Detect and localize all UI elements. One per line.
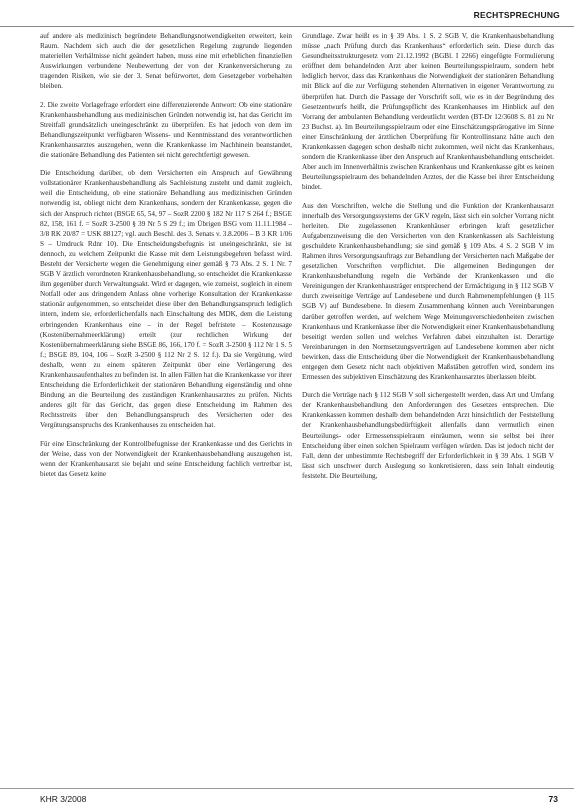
paragraph: Durch die Verträge nach § 112 SGB V soll sichergestellt werden, dass Art und Umfang der Krankenhausbehandlung den Anforderungen des Gesetzes entsprechen. Die Krankenkassen kommen deshalb dem behandelnden Arzt hinsichtlich der Feststellung der Krankenhausbehandlungsbedürftigkeit allenfalls dann vermutlich einen Beurteilungs- oder Ermessensspielraum einräumen, wenn sie selbst bei ihrer Entscheidung über einen solchen Spielraum verfügen würden. Das ist jedoch nicht der Fall, denn der unbestimmte Rechtsbegriff der Erforderlichkeit in § 39 Abs. 1 SGB V lässt sich unschwer durch Auslegung so konkretisieren, dass sein Inhalt eindeutig feststeht. Die Beurteilung, (302, 391, 554, 480)
left-column (40, 31, 292, 779)
section-label: RECHTSPRECHUNG (473, 10, 560, 20)
page-header (0, 0, 574, 28)
paragraph: Grundlage. Zwar heißt es in § 39 Abs. 1 S. 2 SGB V, die Krankenhausbehandlung müsse „nach Prüfung durch das Krankenhaus“ erforderlich sein. Diese durch das Gesundheitsstrukturgesetz vom 21.12.1992 (BGBl. I 2266) eingefügte Formulierung eröffnet dem behandelnden Arzt aber keinen Beurteilungsspielraum, sondern hebt lediglich hervor, dass das Krankenhaus die Notwendigkeit der stationären Behandlung mit Blick auf die zur Verfügung stehenden Alternativen in eigener Verantwortung zu überprüfen hat. Durch die Passage der Vorschrift soll, wie es in der Begründung des Gesetzentwurfs heißt, die Prüfungspflicht des Krankenhauses im Hinblick auf den Vorrang der ambulanten Behandlung verdeutlicht werden (BT-Dr 12/3608 S. 81 zu Nr 23 Buchst. a). Im Beurteilungsspielraum oder eine Einschätzungsprärogative im Sinne einer Einschränkung der ärztlichen Überprüfung für Kontrollinstanz hätte auch den Krankenkassen dagegen schon deshalb nicht zukommen, weil nicht das Krankenhaus, sondern die Krankenkasse über den Anspruch auf Krankenhausbehandlung entscheidet. Aber auch im Innenverhältnis zwischen Krankenhaus und Krankenkasse gibt es keinen Beurteilungsspielraum des behandelnden Arztes, der die Kasse bei ihrer Entscheidung bindet. (302, 32, 554, 192)
right-column (302, 31, 554, 779)
journal-citation: KHR 3/2008 (40, 794, 87, 804)
footer-rule (0, 788, 574, 789)
page-footer (0, 786, 574, 812)
paragraph: 2. Die zweite Vorlagefrage erfordert eine differenzierende Antwort: Ob eine stationäre Krankenhausbehandlung aus medizinischen Gründen notwendig ist, hat das Gericht im Streitfall grundsätzlich uneingeschränkt zu überprüfen. Es hat jedoch von dem im Behandlungszeitpunkt verfügbaren Wissens- und Kenntnisstand des verantwortlichen Krankenhausarztes auszugehen, wenn die Krankenkasse im Nachhinein beanstandet, die stationäre Behandlung des Patienten sei nicht gerechtfertigt gewesen. (40, 100, 292, 160)
paragraph: Für eine Einschränkung der Kontrollbefugnisse der Krankenkasse und des Gerichts in der Weise, dass von der Notwendigkeit der Krankenhausbehandlung auszugehen ist, wenn der Krankenhausarzt sie bejaht und seine Entscheidung fachlich vertretbar ist, bietet das Gesetz keine (40, 439, 292, 478)
paragraph: Die Entscheidung darüber, ob dem Versicherten ein Anspruch auf Gewährung vollstationärer Krankenhausbehandlung als Sachleistung zusteht und damit zugleich, weil die Entscheidung, ob eine stationäre Behandlung aus medizinischen Gründen notwendig ist, obliegt nicht dem Krankenhaus, sondern der Krankenkasse, gegen die sich der Anspruch richtet (BSGE 65, 54, 97 – SozR 2200 § 182 Nr 117 S 264 f.; BSGE 82, 158, 161 f. = SozR 3-2500 § 39 Nr 5 S 29 f.; im Übrigen BSG vom 11.11.1984 – 3/8 RK 20/87 = USK 88127; vgl. auch Beschl. des 3. Senats v. 3.8.2006 – B 3 KR 1/06 S – Umdruck Rdnr 10). Die Entscheidungsbefugnis ist uneingeschränkt, sie ist dennoch, zu welchem Zeitpunkt die Kasse mit dem Leistungsbegehren befasst wird. Besteht der Versicherte wegen die Genehmigung einer gemäß § 73 Abs. 2 S. 1 Nr. 7 SGB V ärztlich verordneten Krankenhausbehandlung, so entscheidet die Krankenkasse ihm gegenüber durch Verwaltungsakt. Wird er dagegen, wie zumeist, sogleich in einem Notfall oder aus dringendem Anlass ohne vorherige Konsultation der Krankenkasse stationär aufgenommen, so entscheidet diese über den Behandlungsanspruch lediglich intern, indem sie, erforderlichenfalls nach Einschaltung des MDK, dem die Leistung erbringenden Krankenhaus eine – in der Regel befristete – Kostenzusage (Kostenübernahmeerklärung) erteilt (zur rechtlichen Wirkung der Kostenübernahmeerklärung siehe BSGE 86, 166, 170 f. = SozR 3-2500 § 112 Nr 1 S. 5 f.; BSGE 89, 104, 106 – SozR 3-2500 § 112 Nr 2 S. 12 f.). Da sie Vergütung, wird deshalb, wenn zu einem späteren Zeitpunkt über eine Verlängerung des Krankenhausaufenthaltes zu befinden ist. In allen Fällen hat die Krankenkasse vor ihrer Entscheidung die Erforderlichkeit der stationären Behandlung eigenständig und ohne Bindung an die Beurteilung des zuständigen Krankenhausarztes zu prüfen. Nichts anderes gilt für das Gericht, das gegen diese Entscheidung im Rahmen des Rechtsstreits über den Behandlungsanspruch des Versicherten oder des Vergütungsanspruchs des Krankenhauses zu entscheiden hat. (40, 169, 292, 430)
paragraph: Aus den Vorschriften, welche die Stellung und die Funktion der Krankenhausarzt innerhalb des Versorgungssystems der GKV regeln, lässt sich ein solcher Vorrang nicht herleiten. Die zugelassenen Krankenhäuser erbringen kraft gesetzlicher Aufgabenzuweisung die den Versicherten von den Krankenkassen als Sachleistung geschuldete Krankenhausbehandlung; sie sind gemäß § 109 Abs. 4 S. 2 SGB V im Rahmen ihres Versorgungsauftrags zur Behandlung der Versicherten nach Maßgabe der gesetzlichen Vorschriften verpflichtet. Die allgemeinen Bedingungen der Krankenhausbehandlung regeln die Verbände der Krankenkassen und die Vereinigungen der Krankenhausträger entsprechend der Ermächtigung in § 112 SGB V durch zweiseitige Verträge auf Landesebene und durch Rahmenempfehlungen (§ 115 SGB V) auf Bundesebene. In diesem Zusammenhang können auch Vereinbarungen darüber getroffen werden, auf welchem Wege Meinungsverschiedenheiten zwischen Krankenhaus und Krankenkasse über die Notwendigkeit einer Krankenhausbehandlung beseitigt werden sollen und welches Verfahren dabei einzuhalten ist. Derartige Vereinbarungen in den Normsetzungsverträgen auf Landesebene kommen aber nicht bewirken, dass die Entscheidung über die Notwendigkeit der Krankenhausbehandlung entgegen dem Gesetz nicht nach objektiven Maßstäben getroffen wird, sondern ins Ermessen des subjektiven Einschätzung des Krankenhausarztes überlassen bleibt. (302, 201, 554, 382)
header-rule (0, 26, 574, 27)
paragraph: auf andere als medizinisch begründete Behandlungsnotwendigkeiten erweitert, kein Raum. Nachdem sich auch die der gesetzlichen Regelung zugrunde liegenden materiellen Verhältnisse nicht geändert haben, muss eine mit erheblichen finanziellen Auswirkungen verbundene Neubewertung der von der Krankenversicherung zu tragenden Risiken, wie sie der 3. Senat befürwortet, dem Gesetzgeber vorbehalten bleiben. (40, 32, 292, 91)
page-number: 73 (548, 794, 558, 804)
